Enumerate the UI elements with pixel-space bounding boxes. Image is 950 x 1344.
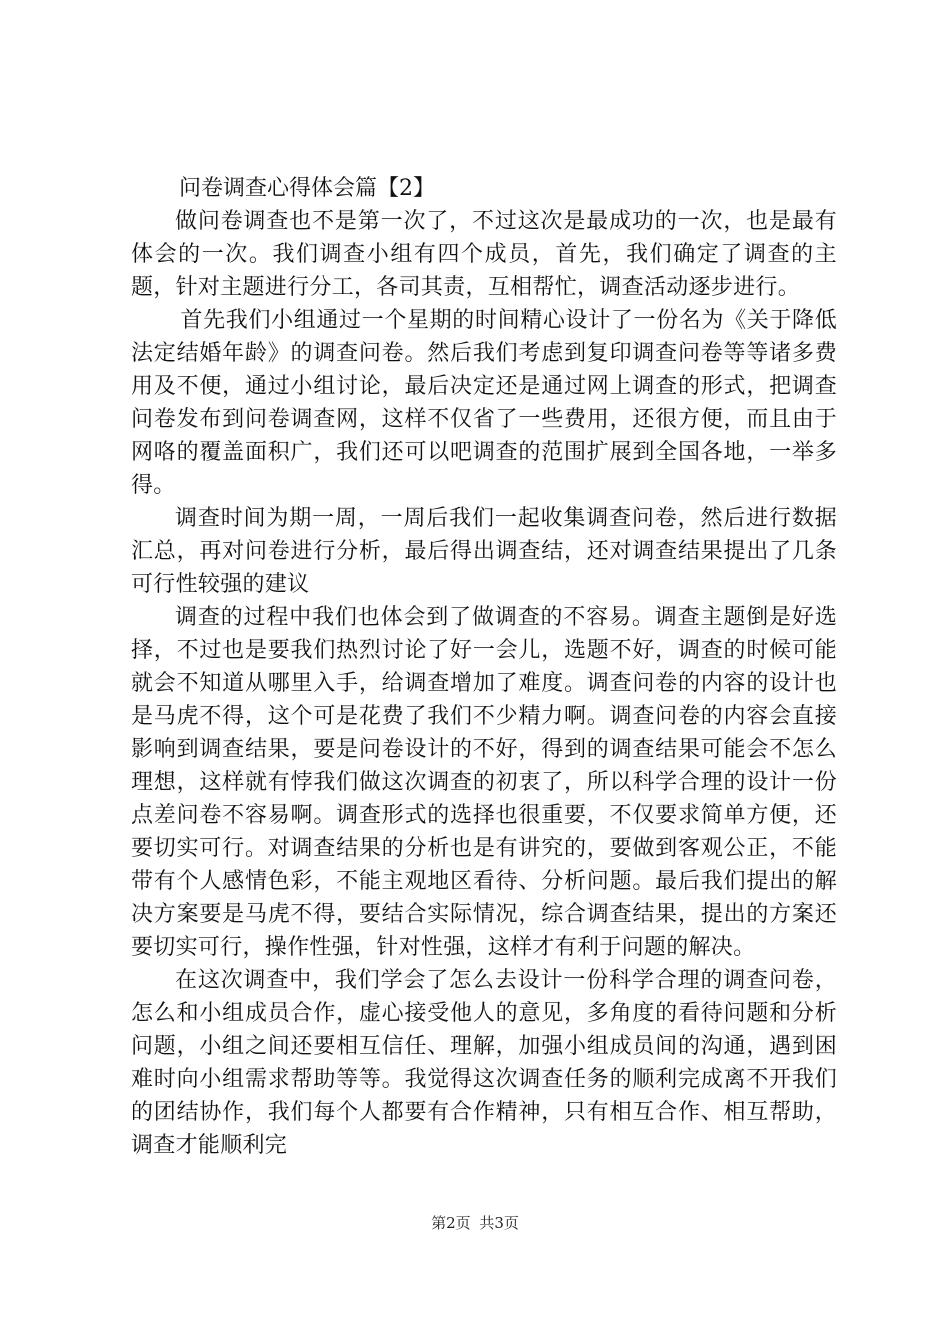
page-number: 第2页 bbox=[431, 1214, 471, 1232]
paragraph-2: 首先我们小组通过一个星期的时间精心设计了一份名为《关于降低法定结婚年龄》的调查问卷。然后我们考虑到复印调查问卷等等诸多费用及不便，通过小组讨论，最后决定还是通过网上调查的形式，把调查问卷发布到问卷调查网，这样不仅省了一些费用，还很方便，而且由于网咯的覆盖面积广，我们还可以吧调查的范围扩展到全国各地，一举多得。 bbox=[131, 308, 837, 498]
paragraph-1: 做问卷调查也不是第一次了，不过这次是最成功的一次，也是最有体会的一次。我们调查小组有四个成员，首先，我们确定了调查的主题，针对主题进行分工，各司其责，互相帮忙，调查活动逐步进行。 bbox=[131, 209, 837, 300]
page-footer bbox=[0, 1213, 950, 1233]
paragraph-5: 在这次调查中，我们学会了怎么去设计一份科学合理的调查问卷，怎么和小组成员合作，虚心接受他人的意见，多角度的看待问题和分析问题，小组之间还要相互信任、理解，加强小组成员间的沟通，遇到困难时向小组需求帮助等等。我觉得这次调查任务的顺利完成离不开我们的团结协作，我们每个人都要有合作精神，只有相互合作、相互帮助，调查才能顺利完 bbox=[131, 968, 837, 1158]
paragraph-4: 调查的过程中我们也体会到了做调查的不容易。调查主题倒是好选择，不过也是要我们热烈讨论了好一会儿，选题不好，调查的时候可能就会不知道从哪里入手，给调查增加了难度。调查问卷的内容的设计也是马虎不得，这个可是花费了我们不少精力啊。调查问卷的内容会直接影响到调查结果，要是问卷设计的不好，得到的调查结果可能会不怎么理想，这样就有悖我们做这次调查的初衷了，所以科学合理的设计一份点差问卷不容易啊。调查形式的选择也很重要，不仅要求简单方便，还要切实可行。对调查结果的分析也是有讲究的，要做到客观公正，不能带有个人感情色彩，不能主观地区看待、分析问题。最后我们提出的解决方案要是马虎不得，要结合实际情况，综合调查结果，提出的方案还要切实可行，操作性强，针对性强，这样才有利于问题的解决。 bbox=[131, 605, 837, 960]
paragraph-3: 调查时间为期一周，一周后我们一起收集调查问卷，然后进行数据汇总，再对问卷进行分析，最后得出调查结，还对调查结果提出了几条可行性较强的建议 bbox=[131, 506, 837, 597]
document-title: 问卷调查心得体会篇【2】 bbox=[179, 176, 435, 201]
document-body bbox=[131, 172, 837, 1162]
page-total: 共3页 bbox=[479, 1214, 519, 1232]
